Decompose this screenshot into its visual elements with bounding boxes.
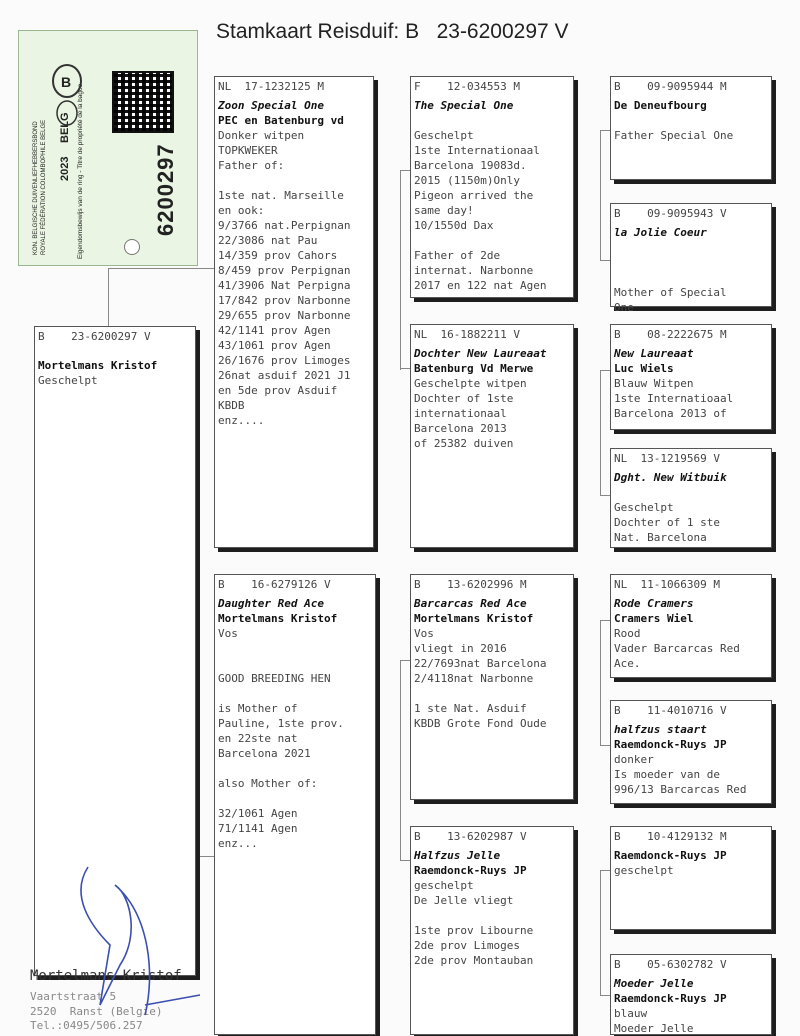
connector (108, 268, 109, 330)
card-header: NL 16-1882211 V (414, 328, 520, 341)
sire-sire-card (410, 76, 574, 298)
card-line: 2de prov Montauban (414, 954, 534, 967)
card-header: B 11-4010716 V (614, 704, 727, 717)
sds-card (610, 324, 772, 430)
card-line (614, 270, 768, 285)
card-line: Pigeon arrived the (414, 189, 534, 202)
card-header: B 09-9095944 M (614, 80, 727, 93)
card-line: Barcelona 19083d. (414, 159, 527, 172)
sss-card (610, 76, 772, 180)
card-line (614, 485, 768, 500)
card-line: Barcelona 2021 (218, 747, 311, 760)
connector (600, 745, 610, 746)
card-header: B 10-4129132 M (614, 830, 727, 843)
card-line: 26/1676 prov Limoges (218, 354, 351, 367)
sdd-card (610, 448, 772, 548)
card-line: geschelpt (414, 879, 474, 892)
card-line: KBDB (218, 399, 245, 412)
dss-card (610, 574, 772, 678)
ssd-card (610, 203, 772, 314)
card-header: F 12-034553 M (414, 80, 520, 93)
card-name: Dght. New Witbuik (614, 471, 727, 484)
card-line: 41/3906 Nat Perpigna (218, 279, 351, 292)
card-line: 1 ste Nat. Asduif (414, 702, 527, 715)
card-line: en 22ste nat (218, 732, 298, 745)
card-line: 14/359 prov Cahors (218, 249, 338, 262)
connector (400, 170, 401, 370)
card-line: Father of 2de (414, 249, 501, 262)
card-name: Halfzus Jelle (414, 849, 501, 862)
connector (600, 995, 610, 996)
card-line: en 5de prov Asduif (218, 384, 338, 397)
card-line (614, 240, 768, 255)
card-line: 17/842 prov Narbonne (218, 294, 351, 307)
qr-code-icon (112, 71, 174, 133)
card-line: 2015 (1150m)Only (414, 174, 520, 187)
ring-org2: ROYALE FÉDÉRATION COLOMBOPHILE BELGE (41, 119, 47, 255)
card-line: of 25382 duiven (414, 437, 514, 450)
card-line: Father Special One (614, 129, 734, 142)
card-line: enz... (218, 837, 258, 850)
card-line: Geschelpt (38, 374, 98, 387)
card-header: B 08-2222675 M (614, 328, 727, 341)
card-line: Dochter of 1 ste (614, 516, 720, 529)
card-line: 42/1141 prov Agen (218, 324, 331, 337)
connector (600, 620, 601, 745)
connector (600, 870, 610, 871)
card-line: Barcelona 2013 of (614, 407, 727, 420)
card-owner: Luc Wiels (614, 362, 674, 375)
card-name: Daughter Red Ace (218, 597, 324, 610)
card-line (614, 255, 768, 270)
card-header: B 13-6202987 V (414, 830, 527, 843)
card-name: The Special One (414, 99, 514, 112)
footer-name: Mortelmans Kristof (30, 968, 182, 984)
card-line: Blauw Witpen (614, 377, 694, 390)
card-line: 26nat asduif 2021 J1 (218, 369, 351, 382)
card-line: geschelpt (614, 864, 674, 877)
card-line: 9/3766 nat.Perpignan (218, 219, 351, 232)
card-line: 10/1550d Dax (414, 219, 494, 232)
card-line: 1ste prov Libourne (414, 924, 534, 937)
card-owner: PEC en Batenburg vd (218, 114, 344, 127)
sire-card (214, 76, 374, 548)
card-name: Dochter New Laureaat (414, 347, 547, 360)
page-title: Stamkaart Reisduif: B 23-6200297 V (216, 20, 569, 43)
card-line: also Mother of: (218, 777, 318, 790)
signature (60, 855, 210, 1025)
card-line: Pauline, 1ste prov. (218, 717, 344, 730)
card-owner: Mortelmans Kristof (218, 612, 338, 625)
card-name: halfzus staart (614, 723, 707, 736)
federation-logo-icon (47, 61, 87, 131)
card-line: Barcelona 2013 (414, 422, 507, 435)
card-line (414, 686, 570, 701)
card-line: GOOD BREEDING HEN (218, 672, 331, 685)
card-line: Nat. Barcelona (614, 531, 707, 544)
ring-label (18, 30, 198, 266)
card-header: NL 13-1219569 V (614, 452, 720, 465)
connector (600, 130, 601, 260)
card-header: B 09-9095943 V (614, 207, 727, 220)
card-line: donker (614, 753, 654, 766)
card-line: TOPKWEKER (218, 144, 278, 157)
ring-org1: KON. BELGISCHE DUIVENLIEFHEBBERSBOND (33, 121, 39, 255)
card-name: Barcarcas Red Ace (414, 597, 527, 610)
dsd-card (610, 700, 772, 804)
card-owner: De Deneufbourg (614, 99, 707, 112)
card-line (218, 686, 372, 701)
connector (600, 370, 601, 495)
card-line: 2017 en 122 nat Agen (414, 279, 547, 292)
connector (400, 660, 410, 661)
card-owner: Batenburg Vd Merwe (414, 362, 534, 375)
dam-sire-card (410, 574, 574, 800)
ring-country: BELG (59, 112, 71, 143)
card-line: 1ste Internationaal (414, 144, 540, 157)
sire-dam-card (410, 324, 574, 548)
ddd-card (610, 954, 772, 1035)
card-line: Is moeder van de (614, 768, 720, 781)
card-line: Geschelpt (414, 129, 474, 142)
card-line: 2de prov Limoges (414, 939, 520, 952)
card-line: 43/1061 prov Agen (218, 339, 331, 352)
card-name: Rode Cramers (614, 597, 694, 610)
card-line (218, 761, 372, 776)
card-header: NL 17-1232125 M (218, 80, 324, 93)
card-header: B 05-6302782 V (614, 958, 727, 971)
card-line: 22/3086 nat Pau (218, 234, 318, 247)
card-line: Donker witpen (218, 129, 305, 142)
ring-hole (124, 239, 140, 255)
footer-street: Vaartstraat 5 (30, 990, 117, 1003)
card-name: New Laureaat (614, 347, 694, 360)
card-line: internat. Narbonne (414, 264, 534, 277)
card-line: 996/13 Barcarcas Red (614, 783, 747, 796)
connector (600, 130, 610, 131)
card-line: is Mother of (218, 702, 298, 715)
card-name: Moeder Jelle (614, 977, 694, 990)
connector (600, 870, 601, 995)
connector (600, 370, 610, 371)
card-owner: Mortelmans Kristof (414, 612, 534, 625)
card-name: Zoon Special One (218, 99, 324, 112)
card-line: Vos (414, 627, 434, 640)
ring-year: 2023 (59, 156, 71, 181)
card-line: Geschelpt (614, 501, 674, 514)
card-line: KBDB Grote Fond Oude (414, 717, 547, 730)
card-owner: Raemdonck-Ruys JP (614, 992, 727, 1005)
connector (600, 495, 610, 496)
card-line: 29/655 prov Narbonne (218, 309, 351, 322)
card-line: 1ste nat. Marseille (218, 189, 344, 202)
dds-card (610, 826, 772, 930)
card-line (414, 908, 570, 923)
card-line: 8/459 prov Perpignan (218, 264, 351, 277)
card-line (218, 173, 370, 188)
card-line: Geschelpte witpen (414, 377, 527, 390)
card-line: internationaal (414, 407, 507, 420)
card-header: B 13-6202996 M (414, 578, 527, 591)
ring-number: 6200297 (153, 143, 178, 236)
ring-ownership: Eigendomsbewijs van de ring - Titre de propriété de la bague (77, 83, 84, 259)
card-line: 22/7693nat Barcelona (414, 657, 547, 670)
dam-dam-card (410, 826, 574, 1035)
card-line (414, 113, 570, 128)
svg-text:B: B (61, 74, 72, 90)
card-header: B 16-6279126 V (218, 578, 331, 591)
card-line (218, 641, 372, 656)
connector (400, 660, 401, 860)
card-line: vliegt in 2016 (414, 642, 507, 655)
card-line: 2/4118nat Narbonne (414, 672, 534, 685)
card-line: 71/1141 Agen (218, 822, 298, 835)
card-owner: Raemdonck-Ruys JP (614, 738, 727, 751)
card-line: Vos (218, 627, 238, 640)
card-line: De Jelle vliegt (414, 894, 514, 907)
card-owner: Raemdonck-Ruys JP (414, 864, 527, 877)
connector (400, 860, 410, 861)
card-line: enz.... (218, 414, 265, 427)
card-owner: Cramers Wiel (614, 612, 694, 625)
card-line: Vader Barcarcas Red (614, 642, 740, 655)
card-header: B 23-6200297 V (38, 330, 151, 343)
card-line: One (614, 301, 634, 314)
footer-city: 2520 Ranst (Belgie) (30, 1005, 163, 1018)
dam-card (214, 574, 376, 1035)
card-line: 1ste Internatioaal (614, 392, 734, 405)
card-line (414, 233, 570, 248)
connector (400, 170, 410, 171)
card-name: la Jolie Coeur (614, 226, 707, 239)
card-line (218, 791, 372, 806)
card-line: same day! (414, 204, 474, 217)
card-line: en ook: (218, 204, 265, 217)
connector (108, 268, 214, 269)
connector (600, 260, 610, 261)
card-line: Moeder Jelle (614, 1022, 694, 1035)
card-line (218, 656, 372, 671)
card-header: NL 11-1066309 M (614, 578, 720, 591)
card-line: Father of: (218, 159, 285, 172)
card-owner: Raemdonck-Ruys JP (614, 849, 727, 862)
connector (400, 368, 410, 369)
card-line (614, 113, 768, 128)
card-line: Ace. (614, 657, 641, 670)
card-line: Dochter of 1ste (414, 392, 514, 405)
card-line: blauw (614, 1007, 648, 1020)
card-line: Rood (614, 627, 641, 640)
connector (600, 620, 610, 621)
card-line: Mother of Special (614, 286, 727, 299)
card-owner: Mortelmans Kristof (38, 359, 158, 372)
card-line: 32/1061 Agen (218, 807, 298, 820)
footer-tel: Tel.:0495/506.257 (30, 1019, 143, 1032)
